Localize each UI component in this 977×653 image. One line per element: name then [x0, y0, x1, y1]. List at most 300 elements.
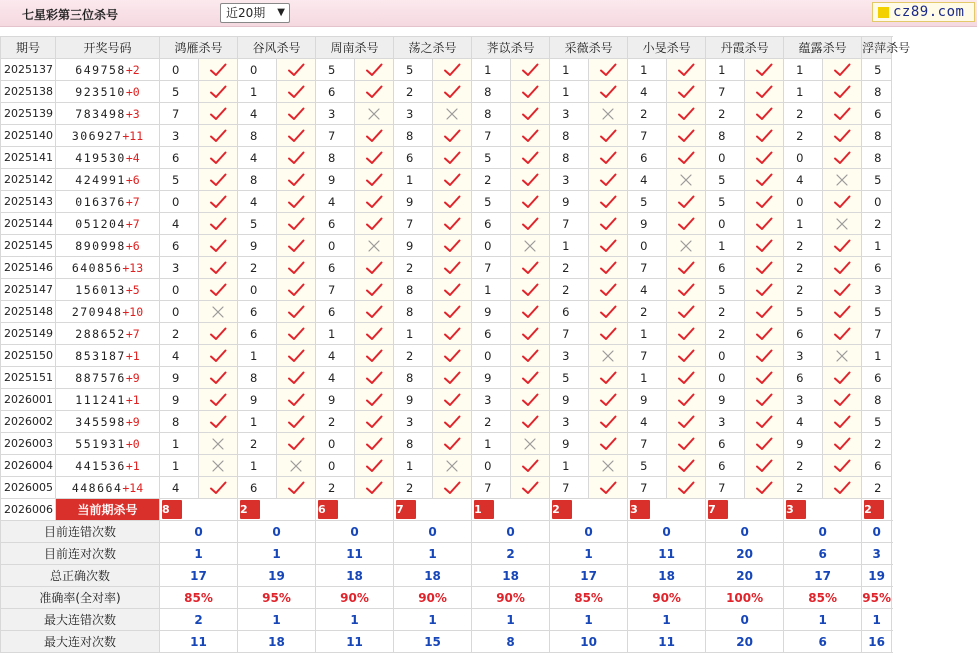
result-mark: [589, 169, 628, 191]
kill-number: 2: [394, 257, 433, 279]
column-header: 小旻杀号: [628, 37, 706, 59]
check-icon: [364, 458, 384, 474]
check-icon: [832, 62, 852, 78]
current-kill-cell: [550, 499, 628, 521]
table-row: [1, 125, 892, 147]
summary-label: 最大连对次数: [1, 631, 160, 653]
result-mark: [667, 455, 706, 477]
kill-number: 6: [316, 257, 355, 279]
kill-number: 5: [628, 455, 667, 477]
result-mark: [355, 125, 394, 147]
draw-digits: 887576: [75, 370, 126, 385]
check-icon: [676, 62, 696, 78]
result-mark: [823, 81, 862, 103]
result-mark: [745, 257, 784, 279]
result-mark: [199, 433, 238, 455]
result-mark: [433, 433, 472, 455]
draw-digits: 783498: [75, 106, 126, 121]
summary-value: 20: [706, 543, 784, 565]
kill-number: 7: [628, 433, 667, 455]
result-mark: [277, 411, 316, 433]
draw-digits: 441536: [75, 458, 126, 473]
kill-number: 5: [784, 301, 823, 323]
check-icon: [520, 260, 540, 276]
kill-number: 2: [394, 345, 433, 367]
result-mark: [667, 389, 706, 411]
draw-sum: +0: [125, 436, 140, 451]
check-icon: [520, 194, 540, 210]
summary-value: 15: [394, 631, 472, 653]
table-row: [1, 345, 892, 367]
result-mark: [589, 81, 628, 103]
result-mark: [277, 81, 316, 103]
summary-row: [1, 587, 892, 609]
check-icon: [442, 150, 462, 166]
check-icon: [676, 326, 696, 342]
kill-number: 2: [238, 257, 277, 279]
check-icon: [442, 414, 462, 430]
check-icon: [442, 436, 462, 452]
result-mark: [745, 59, 784, 81]
result-mark: [511, 367, 550, 389]
check-icon: [676, 370, 696, 386]
logo-square-icon: [878, 7, 889, 18]
check-icon: [286, 172, 306, 188]
table-row: [1, 367, 892, 389]
draw-digits: 306927: [71, 128, 123, 143]
kill-number: 5: [628, 191, 667, 213]
draw-number: [56, 433, 160, 455]
summary-value: 0: [784, 521, 862, 543]
summary-value: 95%: [862, 587, 892, 609]
result-mark: [433, 345, 472, 367]
kill-number: 8: [394, 279, 433, 301]
check-icon: [520, 62, 540, 78]
kill-number: 6: [550, 301, 589, 323]
check-icon: [754, 414, 774, 430]
check-icon: [754, 106, 774, 122]
kill-number: 0: [160, 59, 199, 81]
result-mark: [433, 191, 472, 213]
column-header: 荡之杀号: [394, 37, 472, 59]
summary-value: 1: [550, 543, 628, 565]
kill-number: 1: [706, 59, 745, 81]
kill-number: 1: [550, 59, 589, 81]
column-header: 谷风杀号: [238, 37, 316, 59]
kill-number: 1: [394, 455, 433, 477]
result-mark: [433, 81, 472, 103]
kill-number: 3: [550, 169, 589, 191]
result-mark: [511, 213, 550, 235]
check-icon: [598, 414, 618, 430]
result-mark: [277, 301, 316, 323]
result-mark: [589, 125, 628, 147]
period-select[interactable]: [220, 3, 290, 23]
kill-number: 6: [472, 213, 511, 235]
check-icon: [208, 282, 228, 298]
result-mark: [823, 59, 862, 81]
check-icon: [442, 282, 462, 298]
kill-number: 9: [550, 191, 589, 213]
current-kill-number: 7: [396, 500, 416, 519]
draw-digits: 890998: [75, 238, 126, 253]
check-icon: [520, 370, 540, 386]
kill-number: 1: [862, 235, 892, 257]
table-row: [1, 433, 892, 455]
check-icon: [520, 216, 540, 232]
check-icon: [754, 260, 774, 276]
result-mark: [277, 389, 316, 411]
result-mark: [277, 147, 316, 169]
column-header: 丹霞杀号: [706, 37, 784, 59]
kill-number: 0: [238, 59, 277, 81]
result-mark: [745, 455, 784, 477]
result-mark: [667, 301, 706, 323]
kill-number: 2: [706, 301, 745, 323]
check-icon: [286, 84, 306, 100]
result-mark: [199, 81, 238, 103]
kill-number: 5: [238, 213, 277, 235]
result-mark: [589, 301, 628, 323]
result-mark: [745, 477, 784, 499]
result-mark: [511, 389, 550, 411]
check-icon: [598, 194, 618, 210]
kill-number: 6: [706, 257, 745, 279]
result-mark: [667, 191, 706, 213]
result-mark: [511, 147, 550, 169]
result-mark: [277, 235, 316, 257]
draw-number: [56, 257, 160, 279]
kill-number: 2: [784, 235, 823, 257]
result-mark: [511, 103, 550, 125]
result-mark: [277, 59, 316, 81]
table-row: [1, 389, 892, 411]
kill-number: 0: [472, 455, 511, 477]
draw-number: [56, 103, 160, 125]
check-icon: [364, 282, 384, 298]
kill-number: 5: [706, 279, 745, 301]
check-icon: [754, 326, 774, 342]
check-icon: [832, 238, 852, 254]
result-mark: [589, 257, 628, 279]
result-mark: [511, 235, 550, 257]
kill-number: 6: [316, 213, 355, 235]
kill-number: 7: [628, 257, 667, 279]
result-mark: [667, 125, 706, 147]
check-icon: [754, 370, 774, 386]
check-icon: [598, 216, 618, 232]
summary-value: 1: [160, 543, 238, 565]
kill-number: 3: [394, 411, 433, 433]
kill-number: 5: [316, 59, 355, 81]
kill-number: 6: [238, 323, 277, 345]
issue-number: 2025139: [1, 103, 56, 125]
draw-number: [56, 125, 160, 147]
result-mark: [355, 323, 394, 345]
table-row: [1, 81, 892, 103]
summary-value: 0: [706, 609, 784, 631]
kill-number: 2: [784, 279, 823, 301]
kill-number: 8: [394, 125, 433, 147]
table-row: [1, 213, 892, 235]
summary-label: 总正确次数: [1, 565, 160, 587]
kill-number: 3: [862, 279, 892, 301]
kill-number: 5: [706, 169, 745, 191]
check-icon: [520, 172, 540, 188]
result-mark: [589, 433, 628, 455]
result-mark: [589, 455, 628, 477]
result-mark: [667, 103, 706, 125]
check-icon: [286, 282, 306, 298]
kill-number: 0: [628, 235, 667, 257]
kill-number: 9: [550, 389, 589, 411]
current-kill-cell: [628, 499, 706, 521]
result-mark: [199, 103, 238, 125]
result-mark: [277, 477, 316, 499]
kill-number: 0: [316, 455, 355, 477]
draw-sum: +7: [125, 194, 140, 209]
kill-number: 9: [160, 389, 199, 411]
kill-number: 4: [316, 345, 355, 367]
kill-number: 2: [784, 125, 823, 147]
draw-number: [56, 191, 160, 213]
kill-number: 9: [706, 389, 745, 411]
check-icon: [832, 150, 852, 166]
current-kill-cell: [316, 499, 394, 521]
draw-digits: 448664: [71, 480, 123, 495]
kill-number: 3: [784, 345, 823, 367]
result-mark: [589, 103, 628, 125]
result-mark: [589, 147, 628, 169]
result-mark: [355, 59, 394, 81]
summary-value: 2: [472, 543, 550, 565]
header-row: [1, 37, 892, 59]
issue-number: 2025150: [1, 345, 56, 367]
current-kill-number: 2: [552, 500, 572, 519]
issue-number: 2026003: [1, 433, 56, 455]
kill-number: 1: [316, 323, 355, 345]
check-icon: [364, 172, 384, 188]
summary-value: 6: [784, 543, 862, 565]
kill-number: 2: [784, 455, 823, 477]
kill-number: 1: [238, 455, 277, 477]
kill-number: 8: [862, 147, 892, 169]
check-icon: [286, 128, 306, 144]
result-mark: [589, 59, 628, 81]
kill-number: 9: [628, 213, 667, 235]
kill-number: 1: [472, 279, 511, 301]
summary-value: 11: [316, 543, 394, 565]
check-icon: [286, 216, 306, 232]
result-mark: [667, 213, 706, 235]
kill-number: 0: [160, 279, 199, 301]
check-icon: [832, 106, 852, 122]
current-issue-number: 2026006: [1, 499, 56, 521]
check-icon: [442, 84, 462, 100]
result-mark: [277, 103, 316, 125]
result-mark: [355, 235, 394, 257]
kill-number: 7: [316, 125, 355, 147]
kill-number: 9: [472, 367, 511, 389]
check-icon: [520, 392, 540, 408]
summary-value: 1: [238, 543, 316, 565]
check-icon: [208, 150, 228, 166]
draw-sum: +13: [122, 260, 144, 275]
kill-number: 5: [160, 169, 199, 191]
table-row: [1, 235, 892, 257]
check-icon: [832, 392, 852, 408]
check-icon: [364, 436, 384, 452]
kill-number: 3: [472, 389, 511, 411]
check-icon: [754, 458, 774, 474]
result-mark: [199, 125, 238, 147]
check-icon: [832, 84, 852, 100]
result-mark: [667, 345, 706, 367]
check-icon: [286, 414, 306, 430]
summary-value: 85%: [784, 587, 862, 609]
kill-number: 8: [706, 125, 745, 147]
kill-number: 1: [550, 81, 589, 103]
result-mark: [511, 191, 550, 213]
check-icon: [676, 392, 696, 408]
kill-number: 8: [862, 81, 892, 103]
summary-value: 0: [628, 521, 706, 543]
result-mark: [511, 279, 550, 301]
check-icon: [754, 194, 774, 210]
kill-number: 6: [160, 147, 199, 169]
check-icon: [676, 194, 696, 210]
result-mark: [823, 279, 862, 301]
summary-value: 0: [316, 521, 394, 543]
current-kill-cell: [160, 499, 238, 521]
result-mark: [745, 191, 784, 213]
column-header: 蕴露杀号: [784, 37, 862, 59]
result-mark: [199, 477, 238, 499]
issue-number: 2025147: [1, 279, 56, 301]
kill-number: 0: [784, 147, 823, 169]
draw-digits: 051204: [75, 216, 126, 231]
check-icon: [676, 458, 696, 474]
summary-value: 0: [862, 521, 892, 543]
summary-value: 100%: [706, 587, 784, 609]
cross-icon: [364, 238, 384, 254]
check-icon: [520, 326, 540, 342]
check-icon: [754, 348, 774, 364]
kill-number: 0: [706, 367, 745, 389]
draw-sum: +0: [125, 84, 140, 99]
cross-icon: [520, 238, 540, 254]
kill-number: 8: [238, 367, 277, 389]
draw-number: [56, 323, 160, 345]
kill-number: 1: [238, 81, 277, 103]
summary-value: 1: [394, 609, 472, 631]
kill-number: 1: [472, 433, 511, 455]
table-row: [1, 103, 892, 125]
kill-number: 0: [472, 345, 511, 367]
kill-number: 5: [862, 411, 892, 433]
table-row: [1, 59, 892, 81]
result-mark: [199, 257, 238, 279]
draw-number: [56, 477, 160, 499]
check-icon: [286, 106, 306, 122]
result-mark: [745, 323, 784, 345]
check-icon: [442, 370, 462, 386]
check-icon: [364, 414, 384, 430]
summary-value: 18: [316, 565, 394, 587]
kill-number: 4: [238, 103, 277, 125]
summary-value: 1: [394, 543, 472, 565]
column-header: 荠苡杀号: [472, 37, 550, 59]
kill-number: 3: [550, 345, 589, 367]
result-mark: [823, 477, 862, 499]
site-logo[interactable]: [872, 2, 975, 22]
check-icon: [208, 84, 228, 100]
current-kill-cell: [394, 499, 472, 521]
summary-value: 16: [862, 631, 892, 653]
result-mark: [433, 257, 472, 279]
kill-number: 9: [316, 169, 355, 191]
result-mark: [355, 477, 394, 499]
check-icon: [364, 260, 384, 276]
kill-number: 7: [550, 477, 589, 499]
check-icon: [676, 480, 696, 496]
check-icon: [364, 370, 384, 386]
kill-number: 4: [316, 367, 355, 389]
result-mark: [355, 169, 394, 191]
draw-sum: +3: [125, 106, 140, 121]
check-icon: [754, 172, 774, 188]
cross-icon: [832, 216, 852, 232]
kill-number: 1: [862, 345, 892, 367]
result-mark: [433, 147, 472, 169]
kill-number: 8: [160, 411, 199, 433]
kill-number: 2: [628, 103, 667, 125]
check-icon: [208, 106, 228, 122]
kill-number: 6: [862, 367, 892, 389]
result-mark: [511, 455, 550, 477]
kill-number: 8: [394, 301, 433, 323]
kill-number: 6: [238, 477, 277, 499]
kill-number: 7: [472, 477, 511, 499]
check-icon: [598, 260, 618, 276]
check-icon: [364, 348, 384, 364]
summary-value: 19: [238, 565, 316, 587]
check-icon: [208, 128, 228, 144]
draw-sum: +1: [125, 392, 140, 407]
current-kill-cell: [472, 499, 550, 521]
check-icon: [832, 304, 852, 320]
result-mark: [589, 235, 628, 257]
table-row: [1, 477, 892, 499]
current-kill-number: 3: [786, 500, 806, 519]
kill-number: 4: [238, 147, 277, 169]
kill-number: 2: [784, 257, 823, 279]
draw-digits: 270948: [71, 304, 123, 319]
kill-number: 6: [706, 455, 745, 477]
kill-number: 7: [160, 103, 199, 125]
kill-number: 4: [628, 411, 667, 433]
summary-row: [1, 565, 892, 587]
kill-number: 8: [550, 125, 589, 147]
draw-digits: 551931: [75, 436, 126, 451]
kill-number: 6: [784, 367, 823, 389]
current-kill-cell: [238, 499, 316, 521]
check-icon: [208, 370, 228, 386]
result-mark: [433, 301, 472, 323]
check-icon: [832, 414, 852, 430]
result-mark: [823, 213, 862, 235]
check-icon: [520, 128, 540, 144]
